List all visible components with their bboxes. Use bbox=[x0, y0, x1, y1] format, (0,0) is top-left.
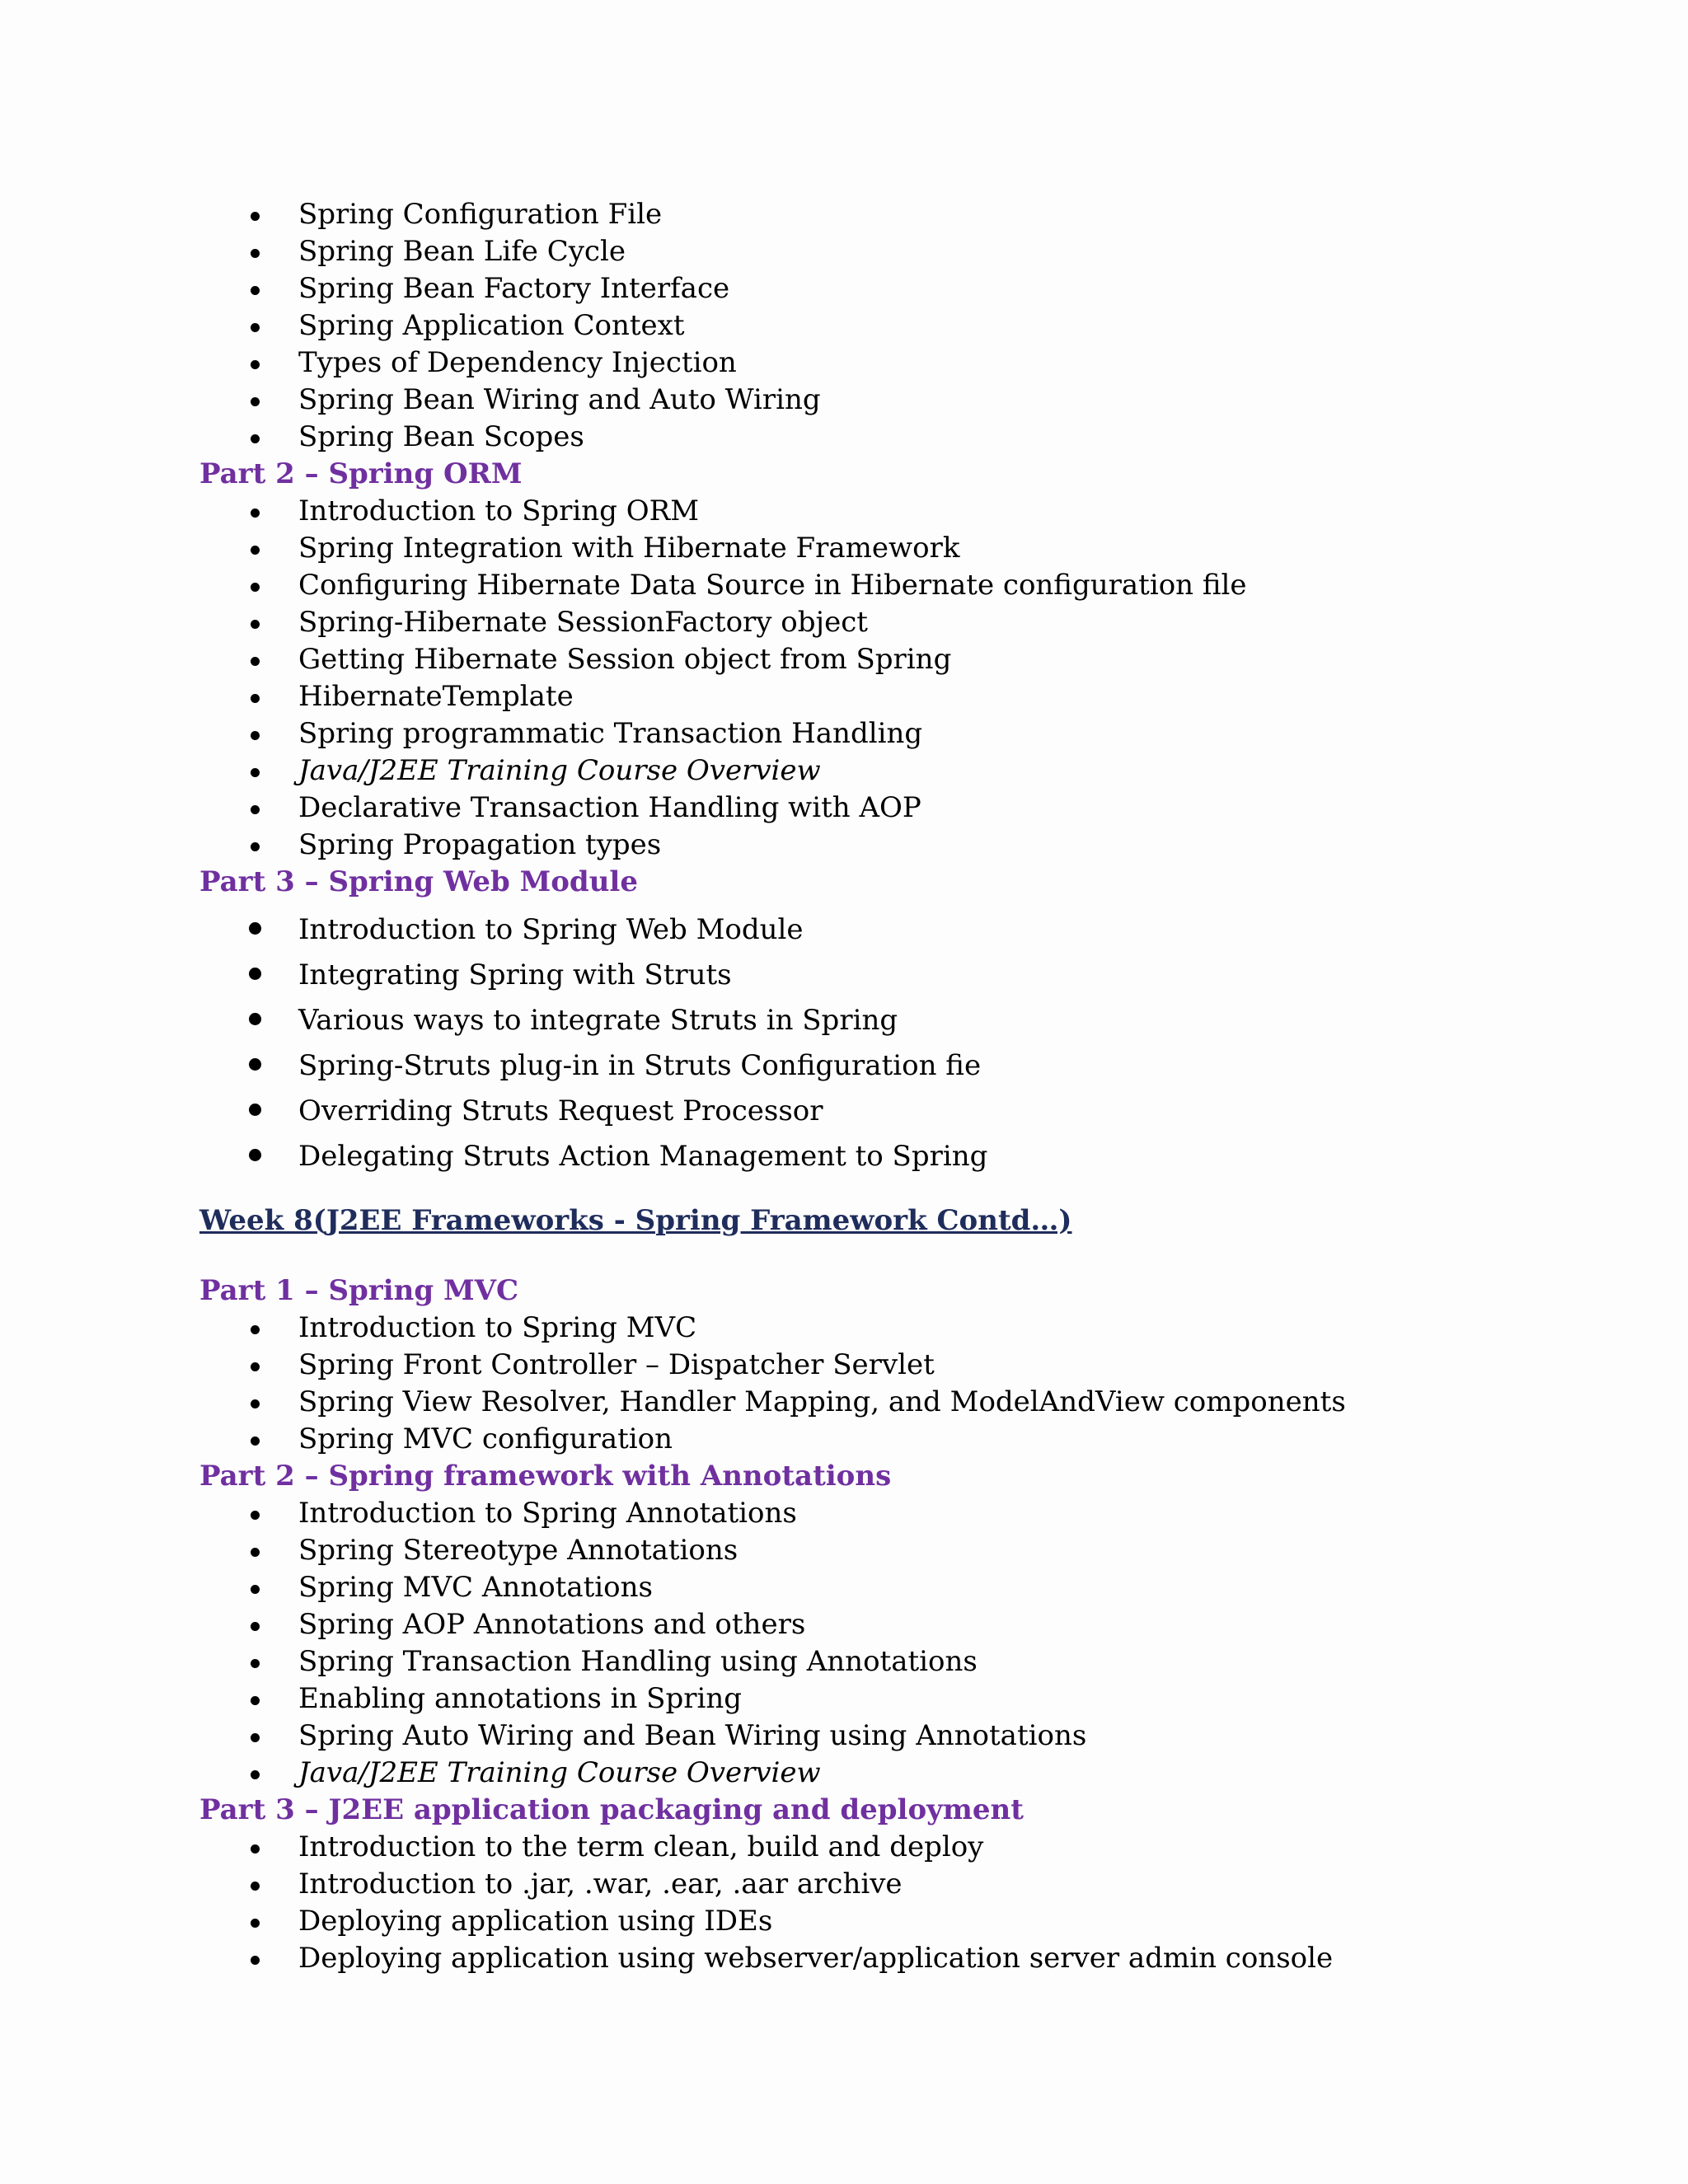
list-item: Spring Transaction Handling using Annotations bbox=[199, 1643, 1601, 1680]
part1-mvc-heading: Part 1 – Spring MVC bbox=[199, 1274, 519, 1307]
list-item: Spring-Hibernate SessionFactory object bbox=[199, 604, 1601, 641]
part2-orm-list bbox=[199, 493, 1601, 864]
list-item: Introduction to Spring ORM bbox=[199, 493, 1601, 530]
list-item: Introduction to Spring Web Module bbox=[199, 907, 1601, 953]
list-item: Integrating Spring with Struts bbox=[199, 953, 1601, 998]
list-item: Spring Auto Wiring and Bean Wiring using Annotations bbox=[199, 1718, 1601, 1755]
list-item: Overriding Struts Request Processor bbox=[199, 1089, 1601, 1134]
list-item: Getting Hibernate Session object from Spring bbox=[199, 641, 1601, 678]
list-item: Types of Dependency Injection bbox=[199, 344, 1601, 382]
list-item: Spring Propagation types bbox=[199, 827, 1601, 864]
document-content bbox=[199, 196, 1601, 1977]
list-item bbox=[199, 752, 1601, 790]
list-item: Spring AOP Annotations and others bbox=[199, 1606, 1601, 1643]
list-item: Declarative Transaction Handling with AOP bbox=[199, 790, 1601, 827]
list-item: Spring programmatic Transaction Handling bbox=[199, 715, 1601, 752]
list-item: Spring Bean Scopes bbox=[199, 419, 1601, 456]
list-item-italic-text: Java/J2EE Training Course Overview bbox=[298, 754, 821, 787]
list-item: Introduction to Spring MVC bbox=[199, 1310, 1601, 1347]
list-item: Deploying application using IDEs bbox=[199, 1903, 1601, 1940]
list-item: Delegating Struts Action Management to Spring bbox=[199, 1134, 1601, 1179]
spring-core-list bbox=[199, 196, 1601, 456]
list-item: Spring MVC Annotations bbox=[199, 1569, 1601, 1606]
list-item: Introduction to Spring Annotations bbox=[199, 1495, 1601, 1532]
list-item: Introduction to .jar, .war, .ear, .aar archive bbox=[199, 1866, 1601, 1903]
list-item-italic-text: Java/J2EE Training Course Overview bbox=[298, 1756, 821, 1789]
list-item: Spring Front Controller – Dispatcher Servlet bbox=[199, 1347, 1601, 1384]
week8-heading: Week 8(J2EE Frameworks - Spring Framework Contd…) bbox=[199, 1204, 1072, 1237]
part2-annotations-heading: Part 2 – Spring framework with Annotations bbox=[199, 1460, 892, 1493]
part2-orm-heading: Part 2 – Spring ORM bbox=[199, 457, 523, 490]
list-item: Spring Bean Life Cycle bbox=[199, 233, 1601, 270]
list-item: Spring View Resolver, Handler Mapping, and ModelAndView components bbox=[199, 1384, 1601, 1421]
list-item: Spring Bean Wiring and Auto Wiring bbox=[199, 382, 1601, 419]
list-item: Spring MVC configuration bbox=[199, 1421, 1601, 1458]
list-item: Enabling annotations in Spring bbox=[199, 1680, 1601, 1718]
part3-web-heading: Part 3 – Spring Web Module bbox=[199, 865, 638, 898]
list-item: Spring Stereotype Annotations bbox=[199, 1532, 1601, 1569]
part3-web-list bbox=[199, 907, 1601, 1179]
list-item: Spring Configuration File bbox=[199, 196, 1601, 233]
part1-mvc-list bbox=[199, 1310, 1601, 1458]
list-item: Various ways to integrate Struts in Spring bbox=[199, 998, 1601, 1043]
list-item: Spring-Struts plug-in in Struts Configuration fie bbox=[199, 1043, 1601, 1089]
part3-packaging-heading: Part 3 – J2EE application packaging and deployment bbox=[199, 1793, 1024, 1826]
part3-packaging-list bbox=[199, 1829, 1601, 1977]
list-item: HibernateTemplate bbox=[199, 678, 1601, 715]
list-item bbox=[199, 1755, 1601, 1792]
part2-annotations-list bbox=[199, 1495, 1601, 1792]
list-item: Introduction to the term clean, build and deploy bbox=[199, 1829, 1601, 1866]
list-item: Configuring Hibernate Data Source in Hibernate configuration file bbox=[199, 567, 1601, 604]
list-item: Spring Bean Factory Interface bbox=[199, 270, 1601, 307]
list-item: Spring Application Context bbox=[199, 307, 1601, 344]
list-item: Spring Integration with Hibernate Framework bbox=[199, 530, 1601, 567]
list-item: Deploying application using webserver/application server admin console bbox=[199, 1940, 1601, 1977]
